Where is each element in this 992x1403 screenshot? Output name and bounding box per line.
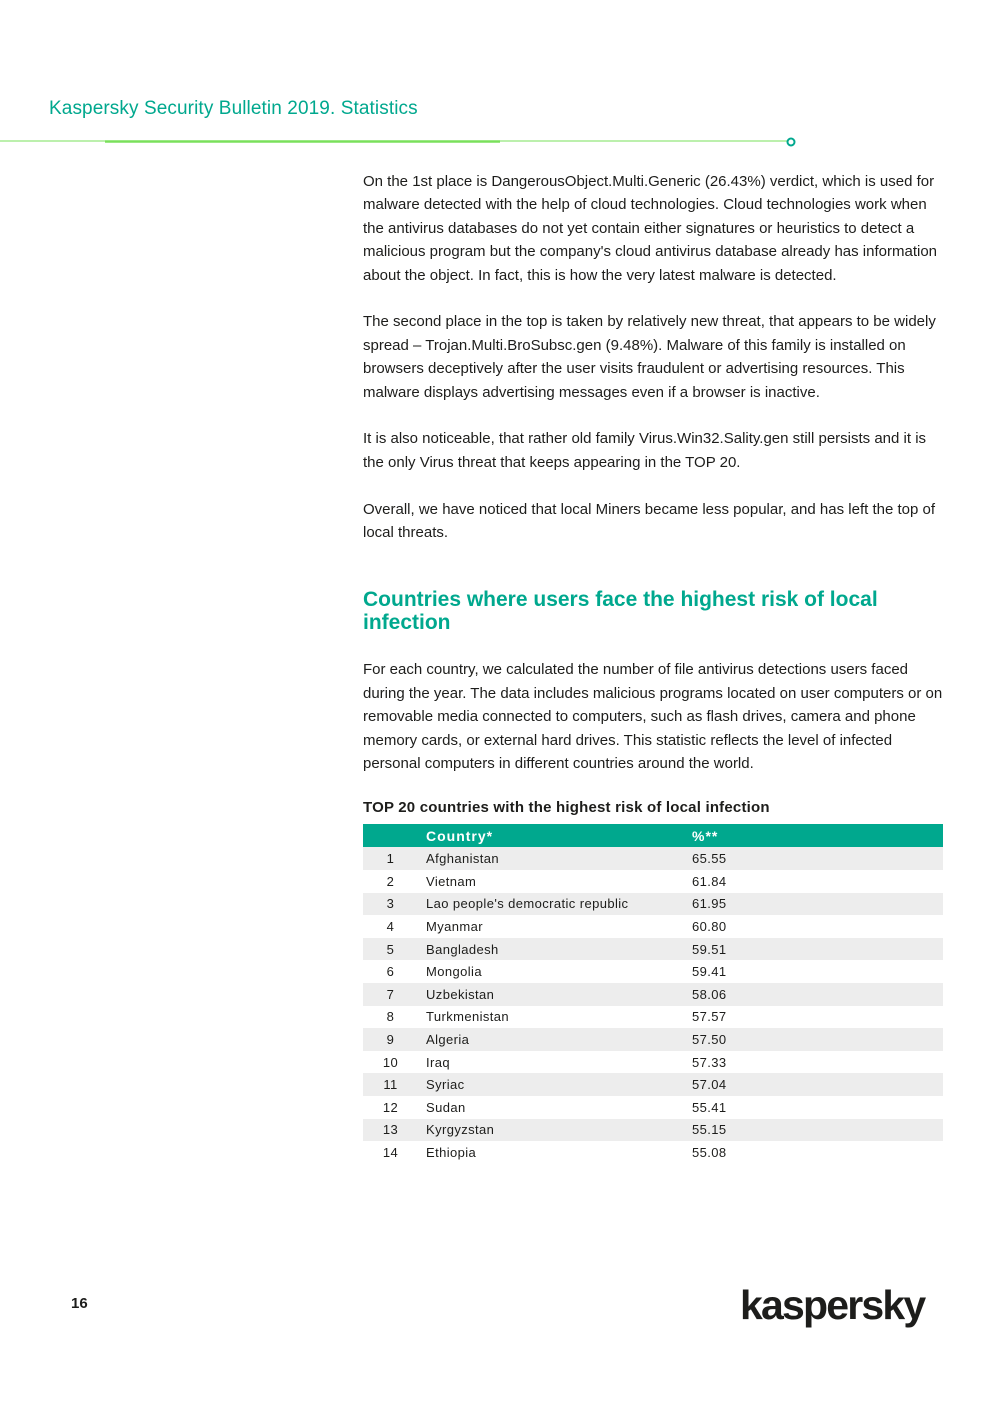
cell-rank: 5	[363, 938, 426, 961]
table-header-row	[363, 824, 943, 847]
paragraph-1: On the 1st place is DangerousObject.Multi.Generic (26.43%) verdict, which is used for malware detected with the help of cloud technologies. Cloud technologies work when the antivirus databases do not yet contain either signatures or heuristics to detect a malicious program but the company's cloud antivirus database already has information about the object. In fact, this is how the very latest malware is detected.	[363, 173, 937, 284]
section-body: For each country, we calculated the number of file antivirus detections users faced during the year. The data includes malicious programs located on user computers or on removable media connected to computers, such as flash drives, camera and phone memory cards, or external hard drives. This statistic reflects the level of infected personal computers in different countries around the world.	[363, 661, 943, 773]
cell-country: Syriac	[426, 1073, 692, 1096]
cell-rank: 12	[382, 1099, 399, 1115]
paragraph-3: It is also noticeable, that rather old family Virus.Win32.Sality.gen still persists and it is the only Virus threat that keeps appearing in the TOP 20.	[363, 430, 927, 471]
table-row	[363, 870, 943, 893]
cell-country: Ethiopia	[426, 1145, 477, 1160]
cell-country: Sudan	[426, 1099, 466, 1115]
table-row	[363, 1096, 943, 1119]
cell-country: Kyrgyzstan	[426, 1119, 692, 1142]
cell-country: Algeria	[426, 1028, 692, 1051]
table-row	[363, 983, 943, 1006]
cell-rank: 9	[363, 1028, 426, 1051]
cell-rank: 4	[386, 919, 395, 935]
cell-rank: 8	[386, 1009, 395, 1025]
header-rank	[363, 824, 426, 847]
document-title: Kaspersky Security Bulletin 2019. Statistics	[49, 98, 418, 119]
cell-percent: 57.50	[692, 1028, 943, 1051]
kaspersky-logo: kaspersky	[740, 1282, 925, 1328]
page-number: 16	[71, 1295, 88, 1312]
cell-rank: 10	[382, 1054, 399, 1070]
cell-percent: 55.08	[692, 1145, 727, 1160]
cell-rank: 2	[386, 873, 395, 889]
table-row	[363, 1051, 943, 1074]
cell-rank: 1	[363, 847, 426, 870]
cell-rank: 11	[363, 1073, 426, 1096]
cell-percent: 60.80	[692, 919, 727, 935]
cell-country: Vietnam	[426, 873, 477, 889]
cell-country: Mongolia	[426, 964, 482, 980]
cell-country: Myanmar	[426, 919, 483, 935]
countries-table	[363, 824, 943, 1163]
header-country: Country*	[426, 824, 692, 847]
cell-percent: 61.95	[692, 893, 943, 916]
table-row	[363, 893, 943, 916]
table-row	[363, 915, 943, 938]
table-row	[363, 1028, 943, 1051]
cell-country: Uzbekistan	[426, 983, 692, 1006]
cell-percent: 61.84	[692, 873, 727, 889]
cell-country: Afghanistan	[426, 847, 692, 870]
cell-percent: 65.55	[692, 847, 943, 870]
paragraph-2: The second place in the top is taken by relatively new threat, that appears to be widely spread – Trojan.Multi.BroSubsc.gen (9.48%). Malware of this family is installed on browsers deceptively after the user visits fraudulent or advertising resources. This malware displays advertising messages even if a browser is inactive.	[363, 313, 936, 401]
section-heading: Countries where users face the highest risk of local infection	[363, 588, 878, 635]
cell-percent: 59.41	[692, 964, 727, 980]
cell-rank: 3	[363, 893, 426, 916]
header-rule	[0, 137, 800, 147]
table-row	[363, 1073, 943, 1096]
table-row	[363, 1141, 943, 1164]
table-title: TOP 20 countries with the highest risk of local infection	[363, 799, 770, 817]
cell-rank: 13	[363, 1119, 426, 1142]
cell-percent: 57.33	[692, 1054, 727, 1070]
header-percent: %**	[692, 824, 943, 847]
table-row	[363, 1006, 943, 1029]
cell-percent: 55.15	[692, 1119, 943, 1142]
cell-country: Turkmenistan	[426, 1009, 510, 1025]
cell-percent: 55.41	[692, 1099, 727, 1115]
paragraph-4: Overall, we have noticed that local Miners became less popular, and has left the top of local threats.	[363, 500, 935, 542]
cell-percent: 58.06	[692, 983, 943, 1006]
cell-rank: 14	[382, 1145, 399, 1160]
cell-country: Iraq	[426, 1054, 451, 1070]
cell-percent: 57.57	[692, 1009, 727, 1025]
table-row	[363, 847, 943, 870]
table-row	[363, 938, 943, 961]
cell-country: Lao people's democratic republic	[426, 893, 692, 916]
cell-rank: 6	[386, 964, 395, 980]
cell-percent: 57.04	[692, 1073, 943, 1096]
table-row	[363, 960, 943, 983]
main-content	[363, 170, 948, 1164]
cell-percent: 59.51	[692, 938, 943, 961]
cell-country: Bangladesh	[426, 938, 692, 961]
table-row	[363, 1119, 943, 1142]
header-rule-end-node	[788, 139, 795, 146]
cell-rank: 7	[363, 983, 426, 1006]
